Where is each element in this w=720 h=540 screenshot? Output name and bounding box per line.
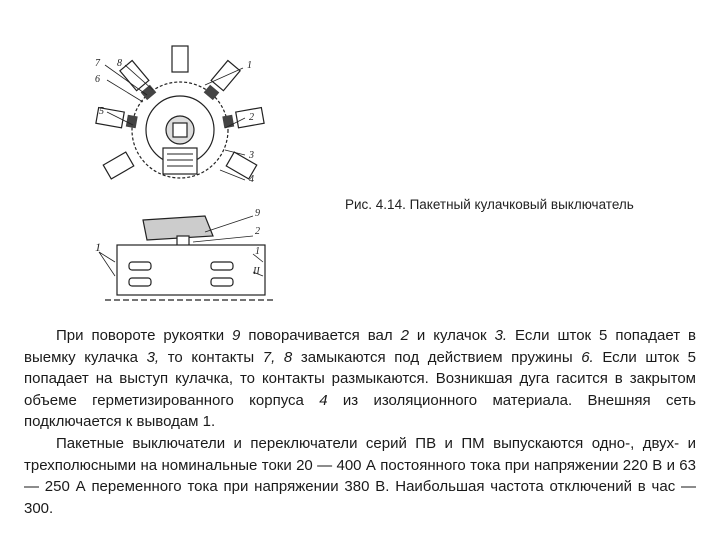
text-run-italic: 9 xyxy=(232,327,241,344)
text-run-italic: 4 xyxy=(319,391,328,409)
callout-label: 1 xyxy=(95,240,101,254)
figure-caption: Рис. 4.14. Пакетный кулачковый выключатель xyxy=(345,197,634,212)
text-run: Если шток 5 попадает на выступ кулачка, то контакты размыкаются. Возникшая дуга гасится в закрытом объеме герметизированного корпуса xyxy=(24,348,697,409)
switch-figure xyxy=(85,40,285,310)
callout-label: 5 xyxy=(99,106,104,117)
paragraph-2: Пакетные выключатели и переключатели серий ПВ и ПМ выпускаются одно-, двух- и трехполюсными на номинальные токи 20 — 400 А постоянного тока при напряжении 220 В и 63 — 250 А переменного тока при напряжении 380 В. Наибольшая частота отключений в час — 300. xyxy=(24,434,696,517)
callout-label: 4 xyxy=(249,174,254,185)
callout-label: 2 xyxy=(255,226,260,237)
callout-label: 3 xyxy=(249,150,254,161)
callout-label: 8 xyxy=(117,58,122,69)
text-run: и кулачок xyxy=(408,327,495,344)
text-run: Если шток 5 попадает в выемку кулачка xyxy=(24,327,696,366)
text-run: замыкаются под действием пружины xyxy=(292,348,582,366)
callout-label: 6 xyxy=(95,74,100,85)
text-run-italic: 2 xyxy=(400,327,409,344)
callout-label: 7 xyxy=(95,58,100,69)
callout-label: II xyxy=(253,266,260,277)
text-run-italic: 3. xyxy=(494,327,508,344)
callout-label: 1 xyxy=(255,246,260,257)
body-text xyxy=(24,325,696,519)
text-run-italic: 3, xyxy=(146,348,160,366)
text-run: из изоляционного материала. Внешняя сеть подключается к выводам 1. xyxy=(24,391,697,431)
text-run: При повороте рукоятки xyxy=(56,327,233,344)
callout-label: 9 xyxy=(255,208,260,219)
text-run: то контакты xyxy=(159,348,263,366)
callout-label: 2 xyxy=(249,112,254,123)
paragraph-1 xyxy=(24,325,696,433)
text-run-italic: 6. xyxy=(581,348,594,366)
text-run-italic: 7, 8 xyxy=(262,348,293,366)
callout-label: 1 xyxy=(247,60,252,71)
text-run: поворачивается вал xyxy=(240,327,401,344)
